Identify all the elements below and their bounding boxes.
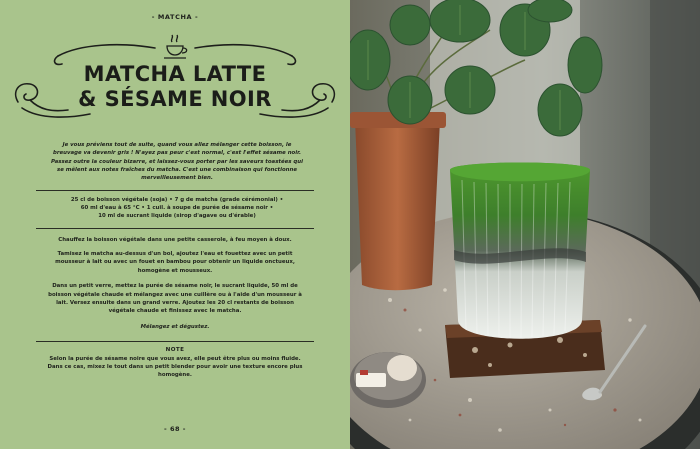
divider-top bbox=[36, 190, 314, 191]
section-tag: - MATCHA - bbox=[151, 13, 199, 21]
divider-bottom bbox=[36, 341, 314, 342]
photo-page bbox=[350, 0, 700, 449]
note-title: NOTE bbox=[165, 347, 185, 353]
step-text: Chauffez la boisson végétale dans une petite casserole, à feu moyen à doux. bbox=[58, 237, 292, 243]
step-text: Tamisez le matcha au-dessus d'un bol, ajoutez l'eau et fouettez avec un petit mousseur à lait ou avec un fouet en bambou pour obtenir un liquide onctueux, homogène et mousseux. bbox=[55, 251, 295, 274]
ingredients-line: 10 ml de sucrant liquide (sirop d'agave ou d'érable) bbox=[98, 213, 256, 220]
divider-middle bbox=[36, 228, 314, 229]
note-text: Selon la purée de sésame noire que vous avez, elle peut être plus ou moins fluide. Dans ce cas, mixez le tout dans un petit blender pour avoir une texture encore plus homogène. bbox=[47, 356, 303, 379]
step-text: Mélangez et dégustez. bbox=[140, 323, 210, 330]
title-line-2: & SÉSAME NOIR bbox=[78, 87, 272, 111]
intro-text: Je vous préviens tout de suite, quand vous allez mélanger cette boisson, le breuvage va devenir gris ! N'ayez pas peur c'est normal, c'est l'effet sésame noir. Passez outre la couleur bizarre, et laissez-vous porter par les saveurs toastées qui se mêlent aux notes fraîches du matcha. C'est une combinaison qui fonctionne merveilleusement bien. bbox=[51, 142, 303, 182]
teacup-icon bbox=[164, 35, 187, 58]
recipe-title bbox=[0, 62, 350, 112]
ingredients-line: 60 ml d'eau à 65 °C • 1 cuil. à soupe de purée de sésame noir • bbox=[80, 205, 274, 212]
title-line-1: MATCHA LATTE bbox=[83, 62, 267, 86]
recipe-steps bbox=[44, 236, 306, 338]
matcha-latte-photo bbox=[350, 0, 700, 449]
ingredients-list bbox=[48, 196, 306, 221]
page-number: - 68 - bbox=[164, 425, 186, 433]
ingredients-line: 25 cl de boisson végétale (soja) • 7 g de matcha (grade cérémonial) • bbox=[70, 197, 284, 203]
step-text: Dans un petit verre, mettez la purée de sésame noir, le sucrant liquide, 50 ml de boisson végétale chaude et mélangez avec une cuillère ou à l'aide d'un mousseur à lait. Versez ensuite dans un grand verre. Ajoutez les 20 cl restants de boisson végétale chaude et finissez avec le matcha. bbox=[48, 283, 302, 314]
